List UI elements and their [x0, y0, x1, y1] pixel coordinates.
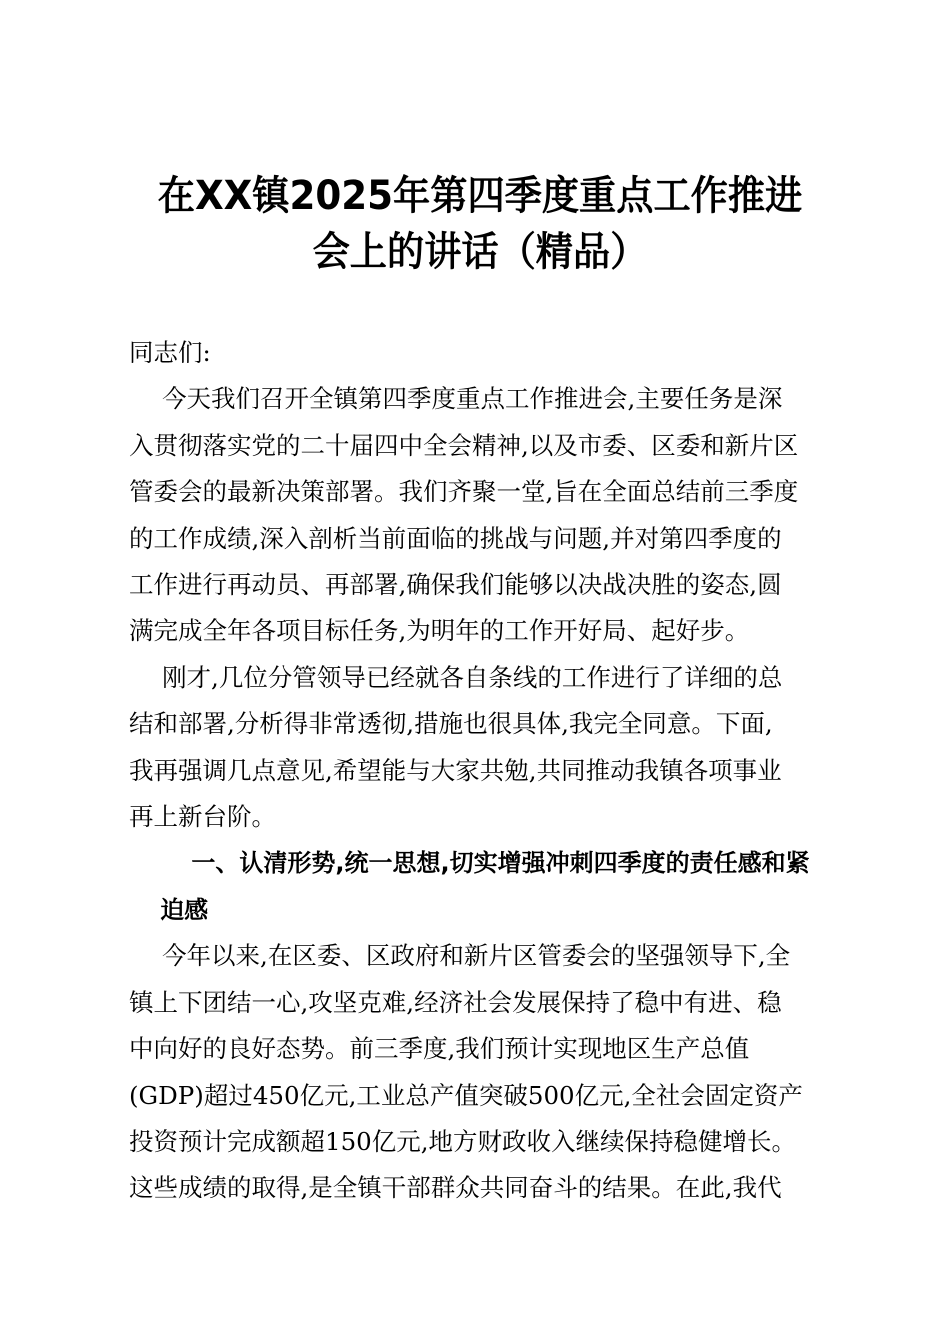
- paragraph-line: 这些成绩的取得,是全镇干部群众共同奋斗的结果。在此,我代: [129, 1173, 782, 1203]
- paragraph-line: 的工作成绩,深入剖析当前面临的挑战与问题,并对第四季度的: [129, 523, 782, 553]
- paragraph-line: 镇上下团结一心,攻坚克难,经济社会发展保持了稳中有进、稳: [129, 987, 782, 1017]
- document-body: [129, 330, 833, 1212]
- paragraph-agreement: [129, 655, 833, 841]
- salutation: 同志们:: [129, 338, 211, 367]
- paragraph-line: 管委会的最新决策部署。我们齐聚一堂,旨在全面总结前三季度: [129, 477, 799, 507]
- title-line-1: 在XX镇2025年第四季度重点工作推进: [157, 173, 803, 219]
- paragraph-line: 工作进行再动员、再部署,确保我们能够以决战决胜的姿态,圆: [129, 570, 782, 600]
- paragraph-line: 入贯彻落实党的二十届四中全会精神,以及市委、区委和新片区: [129, 430, 799, 460]
- title-line-2: 会上的讲话（精品）: [312, 229, 648, 275]
- paragraph-achievements: [129, 933, 833, 1211]
- paragraph-line: 今年以来,在区委、区政府和新片区管委会的坚强领导下,全: [162, 941, 791, 971]
- paragraph-line: 我再强调几点意见,希望能与大家共勉,共同推动我镇各项事业: [129, 755, 782, 785]
- paragraph-line: 今天我们召开全镇第四季度重点工作推进会,主要任务是深: [162, 384, 783, 414]
- paragraph-line: 满完成全年各项目标任务,为明年的工作开好局、起好步。: [129, 616, 750, 646]
- paragraph-opening: [129, 376, 833, 654]
- paragraph-line: 投资预计完成额超150亿元,地方财政收入继续保持稳健增长。: [129, 1126, 797, 1156]
- section-heading-1: [129, 840, 833, 933]
- paragraph-line: 结和部署,分析得非常透彻,措施也很具体,我完全同意。下面,: [129, 709, 773, 739]
- paragraph-line: 刚才,几位分管领导已经就各自条线的工作进行了详细的总: [162, 662, 783, 692]
- paragraph-line: 再上新台阶。: [129, 802, 276, 832]
- paragraph-line: 中向好的良好态势。前三季度,我们预计实现地区生产总值: [129, 1034, 750, 1064]
- heading-line: 一、认清形势,统一思想,切实增强冲刺四季度的责任感和紧: [191, 849, 810, 878]
- paragraph-line: (GDP)超过450亿元,工业总产值突破500亿元,全社会固定资产: [129, 1080, 803, 1110]
- heading-line: 迫感: [160, 895, 209, 924]
- document-title: [145, 168, 815, 280]
